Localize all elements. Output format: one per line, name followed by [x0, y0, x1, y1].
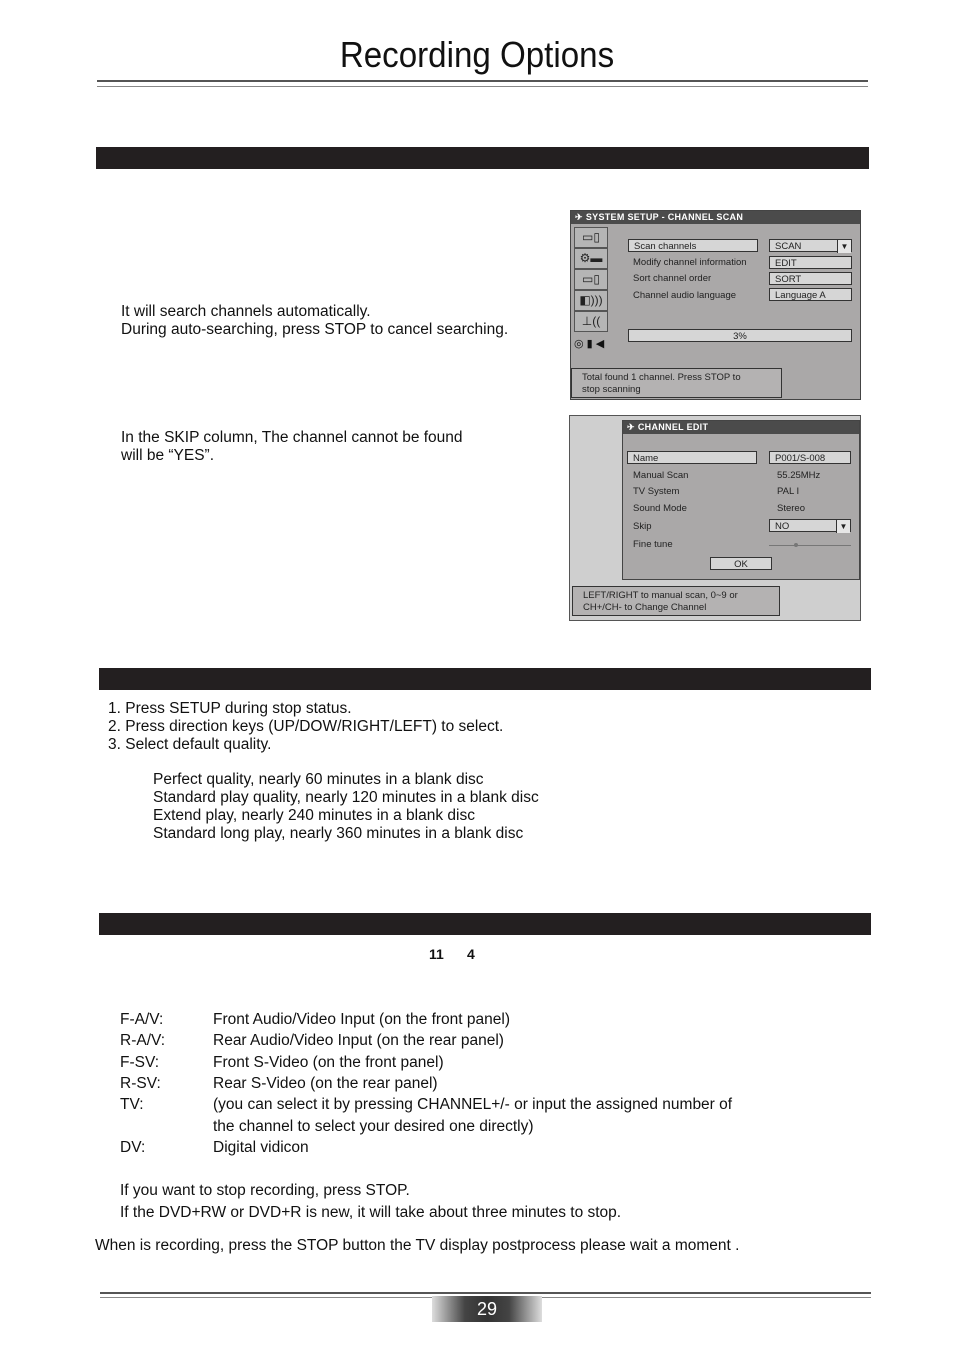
source-key-rav: R-A/V: — [120, 1032, 166, 1049]
edit-option[interactable]: EDIT — [769, 256, 852, 269]
source-desc-fav: Front Audio/Video Input (on the front panel) — [213, 1011, 510, 1028]
channel-edit-dialog — [622, 420, 860, 580]
osd-header-text: SYSTEM SETUP - CHANNEL SCAN — [585, 212, 744, 222]
source-desc-rsv: Rear S-Video (on the rear panel) — [213, 1075, 438, 1092]
quality-mode-4: Standard long play, nearly 360 minutes in a blank disc — [153, 825, 524, 842]
audio-language-item[interactable]: Channel audio language — [633, 290, 737, 301]
edit-header-text: CHANNEL EDIT — [637, 422, 709, 432]
source-key-tv: TV: — [120, 1096, 144, 1113]
manual-scan-label: Manual Scan — [633, 470, 689, 481]
modify-channel-item[interactable]: Modify channel information — [633, 257, 747, 268]
page-title: Recording Options — [339, 34, 615, 75]
section-bar-record — [99, 913, 871, 935]
chevron-down-icon[interactable]: ▼ — [836, 520, 850, 533]
ok-button[interactable]: OK — [710, 557, 772, 570]
timer-icon[interactable]: ◎ ▮ ◀ — [574, 338, 605, 350]
source-desc-rav: Rear Audio/Video Input (on the rear panel) — [213, 1032, 504, 1049]
edit-status-message: LEFT/RIGHT to manual scan, 0~9 or CH+/CH- to Change Channel — [572, 586, 780, 616]
channel-scan-osd — [570, 210, 861, 400]
source-key-dv: DV: — [120, 1139, 146, 1156]
name-field-label[interactable]: Name — [627, 451, 757, 464]
sort-option[interactable]: SORT — [769, 272, 852, 285]
sound-mode-label: Sound Mode — [633, 503, 687, 514]
footer-rule — [100, 1292, 871, 1294]
page-number: 29 — [432, 1296, 542, 1322]
scan-channels-item[interactable]: Scan channels — [628, 239, 758, 252]
satellite-icon[interactable]: ⚙▬ — [574, 248, 608, 269]
language-option[interactable]: Language A — [769, 288, 852, 301]
sort-channel-item[interactable]: Sort channel order — [633, 273, 712, 284]
quality-step-2: 2. Press direction keys (UP/DOW/RIGHT/LEFT) to select. — [108, 718, 504, 735]
skip-description-2: will be “YES”. — [121, 447, 215, 464]
fine-tune-label: Fine tune — [633, 539, 673, 550]
fine-tune-slider[interactable] — [769, 545, 851, 546]
manual-scan-value[interactable]: 55.25MHz — [777, 470, 821, 481]
sound-mode-value[interactable]: Stereo — [777, 503, 805, 514]
chevron-down-icon[interactable]: ▼ — [837, 240, 851, 253]
channel-edit-osd — [569, 415, 861, 621]
fine-tune-handle[interactable] — [794, 543, 798, 547]
scan-description-1: It will search channels automatically. — [121, 303, 371, 320]
quality-mode-3: Extend play, nearly 240 minutes in a blank disc — [153, 807, 475, 824]
section-bar-channel-scan — [96, 147, 869, 169]
tv-icon[interactable]: ▭▯ — [574, 269, 608, 290]
title-rule-thin — [97, 86, 868, 87]
section-bar-quality — [99, 668, 871, 690]
stop-instruction-2: If the DVD+RW or DVD+R is new, it will take about three minutes to stop. — [120, 1204, 622, 1221]
skip-label: Skip — [633, 521, 652, 532]
source-key-rsv: R-SV: — [120, 1075, 161, 1092]
display-icon[interactable]: ▭▯ — [574, 227, 608, 248]
quality-mode-2: Standard play quality, nearly 120 minutes in a blank disc — [153, 789, 539, 806]
speaker-icon[interactable]: ◧))) — [574, 290, 608, 311]
osd-header — [571, 211, 860, 224]
scan-progress-bar: 3% — [628, 329, 852, 342]
source-desc-tv: (you can select it by pressing CHANNEL+/- or input the assigned number of — [213, 1096, 733, 1113]
edit-header — [623, 421, 859, 434]
setup-icon: ✈ — [627, 422, 635, 432]
antenna-icon[interactable]: ⊥(( — [574, 311, 608, 332]
scan-status-message: Total found 1 channel. Press STOP to stop scanning — [571, 368, 782, 398]
quality-step-1: 1. Press SETUP during stop status. — [108, 700, 352, 717]
tv-system-value[interactable]: PAL I — [777, 486, 800, 497]
source-desc-tv-cont: the channel to select your desired one directly) — [213, 1118, 534, 1135]
tv-system-label: TV System — [633, 486, 680, 497]
scan-description-2: During auto-searching, press STOP to cancel searching. — [121, 321, 509, 338]
setup-icon: ✈ — [575, 212, 583, 222]
ref-number-b: 4 — [467, 946, 475, 962]
source-desc-dv: Digital vidicon — [213, 1139, 309, 1156]
source-desc-fsv: Front S-Video (on the front panel) — [213, 1054, 444, 1071]
recording-note: When is recording, press the STOP button the TV display postprocess please wait a moment . — [95, 1237, 740, 1254]
source-key-fav: F-A/V: — [120, 1011, 164, 1028]
skip-description-1: In the SKIP column, The channel cannot be found — [121, 429, 463, 446]
name-field[interactable]: P001/S-008 — [769, 451, 851, 464]
source-key-fsv: F-SV: — [120, 1054, 160, 1071]
scan-select[interactable]: SCAN ▼ — [769, 239, 852, 252]
quality-mode-1: Perfect quality, nearly 60 minutes in a blank disc — [153, 771, 484, 788]
title-rule — [97, 80, 868, 82]
ref-number-a: 11 — [429, 946, 444, 962]
quality-step-3: 3. Select default quality. — [108, 736, 272, 753]
skip-select[interactable]: NO ▼ — [769, 519, 851, 532]
stop-instruction-1: If you want to stop recording, press STOP. — [120, 1182, 410, 1199]
